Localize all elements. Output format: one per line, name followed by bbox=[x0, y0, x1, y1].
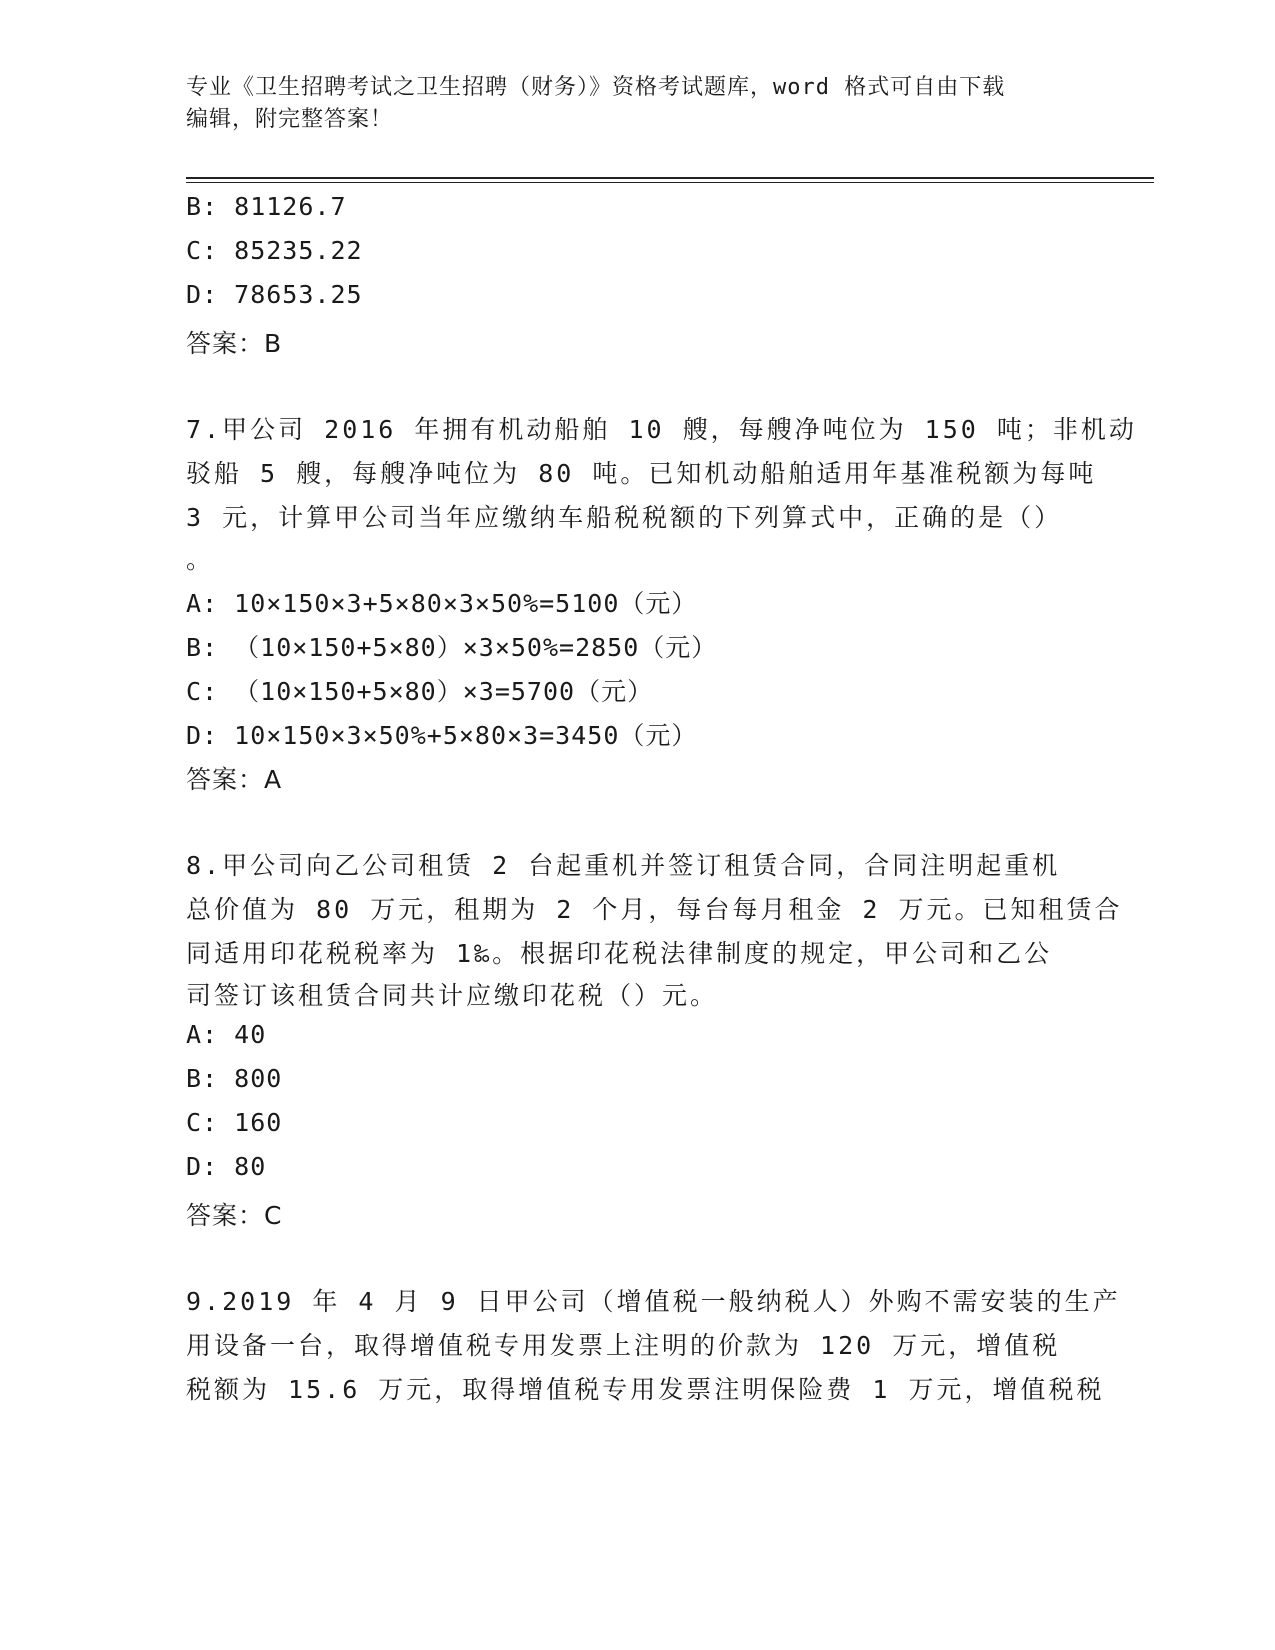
q7-option-d: D: 10×150×3×50%+5×80×3=3450（元） bbox=[186, 721, 698, 750]
q7-option-a: A: 10×150×3+5×80×3×50%=5100（元） bbox=[186, 589, 698, 618]
q8-option-b: B: 800 bbox=[186, 1064, 283, 1093]
q8-line-2: 总价值为 80 万元，租期为 2 个月，每台每月租金 2 万元。已知租赁合 bbox=[186, 895, 1123, 924]
q8-option-a: A: 40 bbox=[186, 1020, 267, 1049]
prev-answer: 答案：B bbox=[186, 329, 283, 358]
prev-option-d: D: 78653.25 bbox=[186, 280, 363, 309]
q8-option-c: C: 160 bbox=[186, 1108, 283, 1137]
q8-option-d: D: 80 bbox=[186, 1152, 267, 1181]
q9-line-1: 9.2019 年 4 月 9 日甲公司（增值税一般纳税人）外购不需安装的生产 bbox=[186, 1287, 1121, 1316]
q7-option-b: B: （10×150+5×80）×3×50%=2850（元） bbox=[186, 633, 718, 662]
q8-line-4: 司签订该租赁合同共计应缴印花税（）元。 bbox=[186, 981, 719, 1010]
q8-line-1: 8.甲公司向乙公司租赁 2 台起重机并签订租赁合同，合同注明起重机 bbox=[186, 851, 1061, 880]
q7-option-c: C: （10×150+5×80）×3=5700（元） bbox=[186, 677, 654, 706]
q7-line-2: 驳船 5 艘，每艘净吨位为 80 吨。已知机动船舶适用年基准税额为每吨 bbox=[186, 459, 1097, 488]
header-line-2: 编辑，附完整答案！ bbox=[186, 107, 394, 132]
q9-line-2: 用设备一台，取得增值税专用发票上注明的价款为 120 万元，增值税 bbox=[186, 1331, 1061, 1360]
q7-line-1: 7.甲公司 2016 年拥有机动船舶 10 艘，每艘净吨位为 150 吨；非机动 bbox=[186, 415, 1137, 444]
q9-line-3: 税额为 15.6 万元，取得增值税专用发票注明保险费 1 万元，增值税税 bbox=[186, 1375, 1105, 1404]
q8-answer: 答案：C bbox=[186, 1201, 283, 1230]
prev-option-b: B: 81126.7 bbox=[186, 192, 347, 221]
q7-answer: 答案：A bbox=[186, 765, 283, 794]
header-divider bbox=[186, 177, 1154, 179]
prev-option-c: C: 85235.22 bbox=[186, 236, 363, 265]
q7-line-4: 。 bbox=[186, 545, 215, 574]
q8-line-3: 同适用印花税税率为 1‰。根据印花税法律制度的规定，甲公司和乙公 bbox=[186, 939, 1053, 968]
header-divider-thin bbox=[186, 182, 1154, 183]
header-line-1: 专业《卫生招聘考试之卫生招聘（财务）》资格考试题库，word 格式可自由下载 bbox=[186, 75, 1006, 100]
document-header bbox=[186, 72, 1086, 136]
q7-line-3: 3 元，计算甲公司当年应缴纳车船税税额的下列算式中，正确的是（） bbox=[186, 503, 1063, 532]
